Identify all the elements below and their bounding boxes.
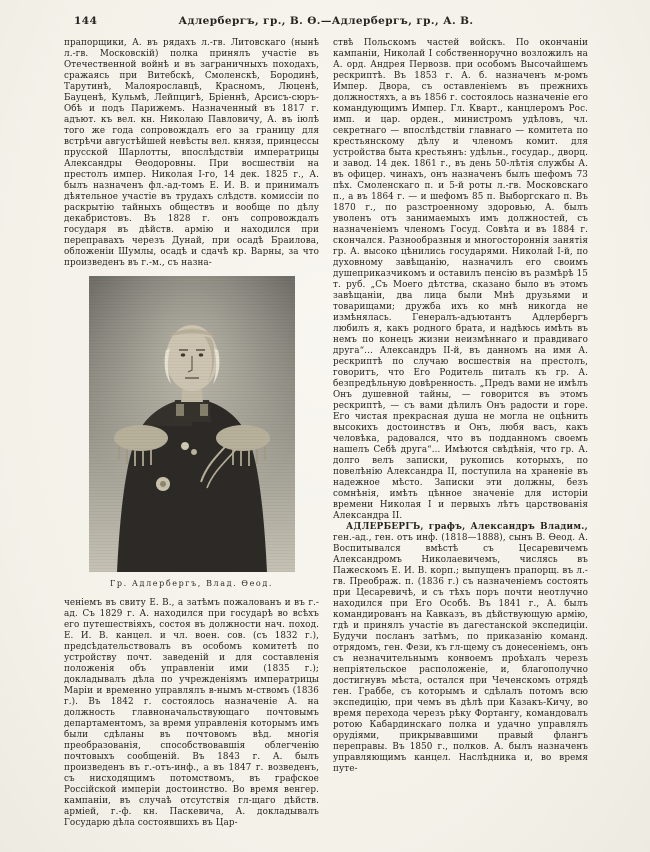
left-column — [64, 38, 319, 829]
running-header: Адлербергъ, гр., В. Ѳ.—Адлербергъ, гр., А. В. — [178, 15, 474, 27]
entry-heading: АДЛЕРБЕРГЪ, графъ, Александръ Владим., — [346, 522, 588, 532]
portrait-caption: Гр. Адлербергъ, Влад. Ѳеод. — [110, 579, 273, 588]
page-number: 144 — [74, 15, 98, 27]
entry-body: ген.-ад., ген. отъ инф. (1818—1888), сынъ В. Ѳеод. А. Воспитывался вмѣстѣ съ Цесаревичемъ Александромъ Николаевичемъ, числясь въ Пажескомъ Е. И. В. корп.; выпущенъ прапорщ. въ л.-гв. Преображ. п. (1836 г.) съ назначеніемъ состоять при Цесаревичѣ, и съ тѣхъ поръ почти неотлучно находился при Его Особѣ. Въ 1841 г., А. былъ командированъ на Кавказъ, въ дѣйствующую армію, гдѣ и принялъ участіе въ дагестанской экспедиціи. Будучи посланъ затѣмъ, по приказанію команд. отрядомъ, ген. Фези, къ гл-щему съ донесеніемъ, онъ съ незначительнымъ конвоемъ проѣхалъ черезъ непріятельское расположеніе, и, благополучно достигнувъ мѣста, остался при Чеченскомъ отрядѣ ген. Граббе, съ которымъ и сдѣлалъ потомъ всю экспедицію, при чемъ въ дѣлѣ при Казакъ-Кичу, во время перехода черезъ рѣку Фортангу, командовалъ ротою Кабардинскаго полка и удачно управлялъ орудіями, прикрывавшими правый флангъ переправы. Въ 1850 г., полков. А. былъ назначенъ управляющимъ канцел. Наслѣдника и, во время путе- — [333, 533, 588, 774]
page-header — [64, 15, 588, 29]
entry-adlerberg-alexander — [333, 522, 588, 775]
portrait-figure — [64, 276, 319, 589]
left-column-text-bottom: ченіемъ въ свиту Е. В., а затѣмъ пожалованъ и въ г.-ад. Съ 1829 г. А. находился при государѣ во всѣхъ его путешествіяхъ, состоя въ должности нач. поход. Е. И. В. канцел. и чл. воен. сов. (съ 1832 г.), предсѣдательствовалъ въ особомъ комитетѣ по устройству почт. заведеній и для составленія положенія объ управленіи ими (1835 г.); докладывалъ дѣла по учрежденіямъ императрицы Маріи и временно управлялъ в-нымъ м-ствомъ (1836 г.). Въ 1842 г. состоялось назначеніе А. на должность главноначальствующаго почтовымъ департаментомъ, за время управленія которымъ имъ были сдѣланы въ почтовомъ вѣд. многія преобразованія, способствовавшія облегченію почтовыхъ сообщеній. Въ 1843 г. А. былъ произведенъ въ г.-отъ-инф., а въ 1847 г. возведенъ, съ нисходящимъ потомствомъ, въ графское Россійской имперіи достоинство. Во время венгер. кампаніи, въ случаѣ отсутствія гл-щаго дѣйств. арміей, г.-ф. кн. Паскевича, А. докладывалъ Государю дѣла состоявшихъ въ Цар- — [64, 598, 319, 828]
right-column-continuation: ствѣ Польскомъ частей войскъ. По окончаніи кампаніи, Николай I собственноручно возложилъ на А. орд. Андрея Первозв. при особомъ Высочайшемъ рескриптѣ. Въ 1853 г. А. б. назначенъ м-ромъ Импер. Двора, съ оставленіемъ въ прежнихъ должностяхъ, а въ 1856 г. состоялось назначеніе его командующимъ Импер. Гл. Кварт., канцлеромъ Рос. имп. и цар. орден., министромъ удѣловъ, чл. секретнаго — впослѣдствіи главнаго — комитета по крестьянскому дѣлу и членомъ комит. для устройства быта крестьянъ: удѣльн., государ., дворц. и завод. 14 дек. 1861 г., въ день 50-лѣтія службы А. въ офицер. чинахъ, онъ назначенъ былъ шефомъ 73 пѣх. Смоленскаго п. и 5-й роты л.-гв. Московскаго п., а въ 1864 г. — и шефомъ 85 п. Выборгскаго п. Въ 1870 г., по разстроенному здоровью, А. былъ уволенъ отъ занимаемыхъ имъ должностей, съ назначеніемъ членомъ Госуд. Совѣта и въ 1884 г. скончался. Разнообразныя и многостороннія занятія гр. А. высоко цѣнились государями. Николай I-й, по духовному завѣщанію, назначилъ его своимъ душеприказчикомъ и оставилъ пенсію въ размѣрѣ 15 т. руб. „Съ Моего дѣтства, сказано было въ этомъ завѣщаніи, два лица были Мнѣ друзьями и товарищами; дружба ихъ ко мнѣ никогда не измѣнялась. Генералъ-адъютантъ Адлербергъ любилъ я, какъ родного брата, и надѣюсь имѣть въ немъ по конецъ жизни неизмѣннаго и правдиваго друга“... Александръ II-й, въ данномъ на имя А. рескриптѣ по случаю восшествія на престолъ, говоритъ, что Его Родитель питалъ къ гр. А. безпредѣльную довѣренность. „Предъ вами не имѣлъ Онъ душевной тайны, — говорится въ этомъ рескриптѣ, — съ вами дѣлилъ Онъ радости и горе. Его чистая прекрасная душа не могла не оцѣнить высокихъ достоинствъ и Онъ, любя васъ, какъ человѣка, радовался, что въ подданномъ своемъ нашелъ Себѣ друга“... Имѣются свѣдѣнія, что гр. А. долго велъ записки, рукопись которыхъ, по повелѣнію Александра II, поступила на храненіе въ надежное мѣсто. Записки эти должны, безъ сомнѣнія, имѣть цѣнное значеніе для исторіи времени Николая I и первыхъ лѣтъ царствованія Александра II. — [333, 38, 588, 521]
right-column — [333, 38, 588, 829]
left-column-text-top: прапорщики, А. въ рядахъ л.-гв. Литовскаго (нынѣ л.-гв. Московскій) полка принялъ участіе въ Отечественной войнѣ и въ заграничныхъ походахъ, сражаясь при Витебскѣ, Смоленскѣ, Бородинѣ, Тарутинѣ, Малоярославцѣ, Красномъ, Люценѣ, Бауценѣ, Кульмѣ, Лейпцигѣ, Бріеннѣ, Арсисъ-сюръ-Обѣ и подъ Парижемъ. Назначенный въ 1817 г. адъют. къ вел. кн. Николаю Павловичу, А. въ іюлѣ того же года сопровождалъ его за границу для встрѣчи августѣйшей невѣсты вел. князя, принцессы прусской Шарлотты, впослѣдствіи императрицы Александры Ѳеодоровны. При восшествіи на престолъ импер. Николая I-го, 14 дек. 1825 г., А. былъ назначенъ фл.-ад-томъ Е. И. В. и принималъ дѣятельное участіе въ трудахъ слѣдств. комиссіи по раскрытію тайныхъ обществъ и вообще по дѣлу декабристовъ. Въ 1828 г. онъ сопровождалъ государя въ дѣйств. армію и находился при переправахъ черезъ Дунай, при осадѣ Браилова, обложеніи Шумлы, осадѣ и сдачѣ кр. Варны, за что произведенъ въ г.-м., съ назна- — [64, 38, 319, 268]
portrait-image — [89, 276, 295, 572]
text-columns — [64, 38, 588, 829]
